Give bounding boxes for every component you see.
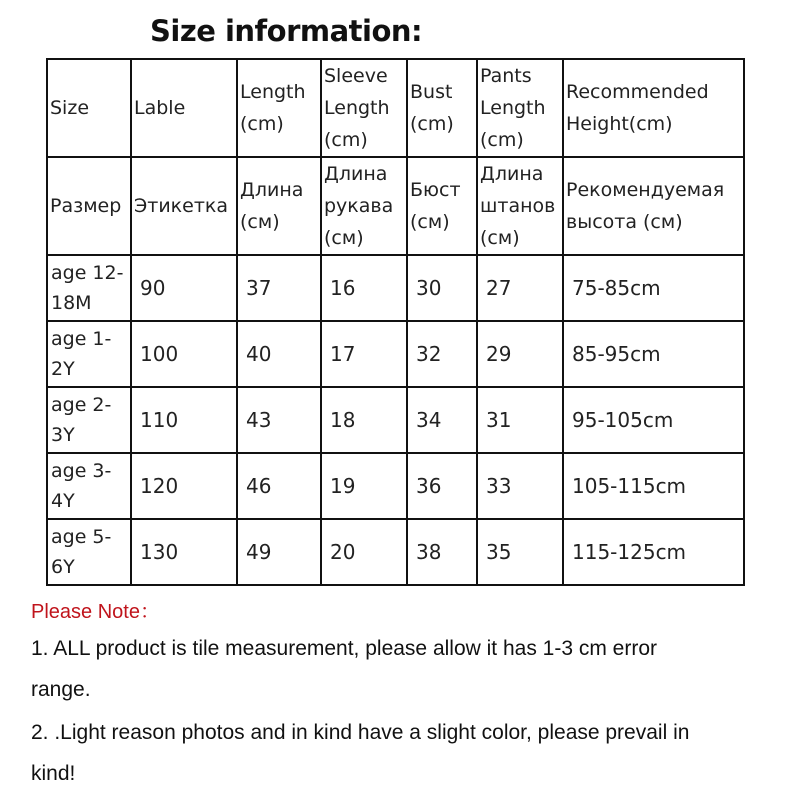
table-row [47,321,744,387]
note-2-line-1: 2. .Light reason photos and in kind have a slight color, please prevail in [31,721,690,744]
table-row [47,453,744,519]
cell-length: 46 [237,453,321,519]
note-1-line-1: 1. ALL product is tile measurement, please allow it has 1-3 cm error [31,637,658,660]
header-bust-ru: Бюст (см) [407,157,477,255]
cell-size: age 5-6Y [47,519,131,585]
header-length: Length (cm) [237,59,321,157]
cell-recommended-height: 75-85cm [563,255,744,321]
cell-sleeve-length: 16 [321,255,407,321]
cell-pants-length: 27 [477,255,563,321]
header-pants-length: Pants Length (cm) [477,59,563,157]
cell-length: 43 [237,387,321,453]
cell-length: 37 [237,255,321,321]
header-bust: Bust (cm) [407,59,477,157]
size-table [46,58,745,586]
table-row [47,519,744,585]
table-row [47,387,744,453]
cell-recommended-height: 95-105cm [563,387,744,453]
cell-sleeve-length: 17 [321,321,407,387]
cell-lable: 110 [131,387,237,453]
cell-lable: 100 [131,321,237,387]
cell-size: age 1-2Y [47,321,131,387]
cell-pants-length: 35 [477,519,563,585]
page-title: Size information: [150,14,423,48]
cell-sleeve-length: 19 [321,453,407,519]
cell-lable: 120 [131,453,237,519]
header-row-russian [47,157,744,255]
cell-recommended-height: 115-125cm [563,519,744,585]
cell-recommended-height: 105-115cm [563,453,744,519]
header-size-ru: Размер [47,157,131,255]
header-recommended-height-ru: Рекомендуемая высота (см) [563,157,744,255]
header-recommended-height: Recommended Height(cm) [563,59,744,157]
cell-bust: 36 [407,453,477,519]
cell-sleeve-length: 20 [321,519,407,585]
note-2-line-2: kind! [31,762,76,785]
header-sleeve-length-ru: Длина рукава (см) [321,157,407,255]
cell-pants-length: 33 [477,453,563,519]
header-lable-ru: Этикетка [131,157,237,255]
cell-length: 40 [237,321,321,387]
cell-recommended-height: 85-95cm [563,321,744,387]
cell-bust: 34 [407,387,477,453]
cell-bust: 32 [407,321,477,387]
header-length-ru: Длина (см) [237,157,321,255]
table-row [47,255,744,321]
cell-bust: 38 [407,519,477,585]
header-size: Size [47,59,131,157]
note-1-line-2: range. [31,678,91,701]
cell-lable: 130 [131,519,237,585]
cell-sleeve-length: 18 [321,387,407,453]
header-sleeve-length: Sleeve Length (cm) [321,59,407,157]
cell-pants-length: 29 [477,321,563,387]
cell-size: age 3-4Y [47,453,131,519]
cell-length: 49 [237,519,321,585]
header-lable: Lable [131,59,237,157]
header-pants-length-ru: Длина штанов (см) [477,157,563,255]
cell-bust: 30 [407,255,477,321]
please-note-heading: Please Note： [31,601,160,623]
header-row-english [47,59,744,157]
cell-size: age 2-3Y [47,387,131,453]
cell-pants-length: 31 [477,387,563,453]
cell-size: age 12-18M [47,255,131,321]
cell-lable: 90 [131,255,237,321]
